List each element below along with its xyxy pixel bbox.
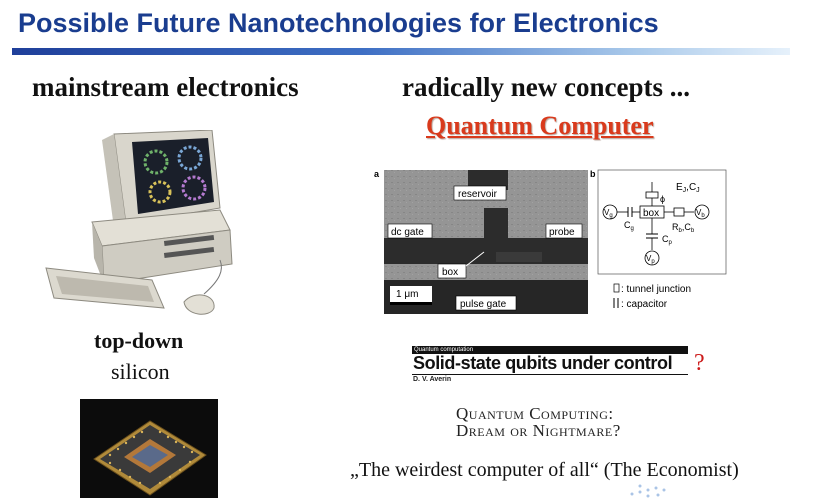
probe-label: probe — [549, 227, 575, 238]
dc-gate-label: dc gate — [391, 227, 424, 238]
economist-quote: „The weirdest computer of all“ (The Economist) — [350, 459, 739, 481]
qubit-headline: Solid-state qubits under control — [413, 353, 673, 373]
phi-label: ϕ — [660, 194, 666, 204]
vb-label: V — [696, 208, 702, 217]
clipping-rule — [412, 374, 688, 375]
desktop-computer-image — [44, 130, 236, 320]
vg-label: V — [604, 208, 610, 217]
scale-bar-label: 1 μm — [396, 289, 419, 300]
panel-a-label: a — [374, 169, 380, 179]
silicon-label: silicon — [111, 359, 170, 384]
cp-label: C — [662, 234, 669, 244]
box-label: box — [442, 267, 459, 278]
svg-text:Vg: $V_g$ — [604, 208, 613, 219]
svg-text:Vb: $V_b$ — [696, 208, 705, 219]
svg-text:Vp: $V_p$ — [646, 254, 655, 265]
title-underline-bar — [12, 48, 790, 55]
panel-b-label: b — [590, 169, 596, 179]
cg-label: C — [624, 220, 631, 230]
vp-label: V — [646, 254, 652, 263]
pulse-gate-label: pulse gate — [460, 299, 507, 310]
silicon-chip-image — [80, 399, 218, 498]
top-down-label: top-down — [94, 328, 184, 353]
quantum-computer-link[interactable]: Quantum Computer — [426, 111, 654, 140]
question-mark: ? — [694, 350, 705, 376]
svg-text:Cp: $C_p$ — [662, 234, 672, 246]
rb-cb-label: R — [672, 222, 679, 232]
reservoir-label: reservoir — [458, 189, 497, 200]
legend-tunnel-junction: : tunnel junction — [621, 284, 692, 295]
clipping-section-label: Quantum computation — [412, 346, 688, 354]
circuit-box-label: box — [643, 208, 660, 219]
book-title-line1: Quantum Computing: — [456, 404, 614, 423]
svg-text:Cg: $C_g$ — [624, 220, 634, 232]
clipping-author: D. V. Averin — [413, 376, 452, 383]
qubit-circuit-diagram — [588, 168, 728, 316]
new-concepts-heading: radically new concepts ... — [402, 72, 690, 102]
svg-text:EJ,CJ: $E_J,C_J$ — [676, 182, 700, 194]
book-title-line2: Dream or Nightmare? — [456, 421, 621, 440]
ej-label: E — [676, 182, 683, 193]
decorative-dots — [628, 484, 678, 498]
legend-capacitor: : capacitor — [621, 299, 668, 310]
mainstream-heading: mainstream electronics — [32, 72, 299, 102]
svg-text:Rb,Cb: $R_b,C_b$ — [672, 222, 695, 234]
slide-title: Possible Future Nanotechnologies for Electronics — [18, 8, 659, 38]
qubit-micrograph-image — [372, 168, 590, 316]
